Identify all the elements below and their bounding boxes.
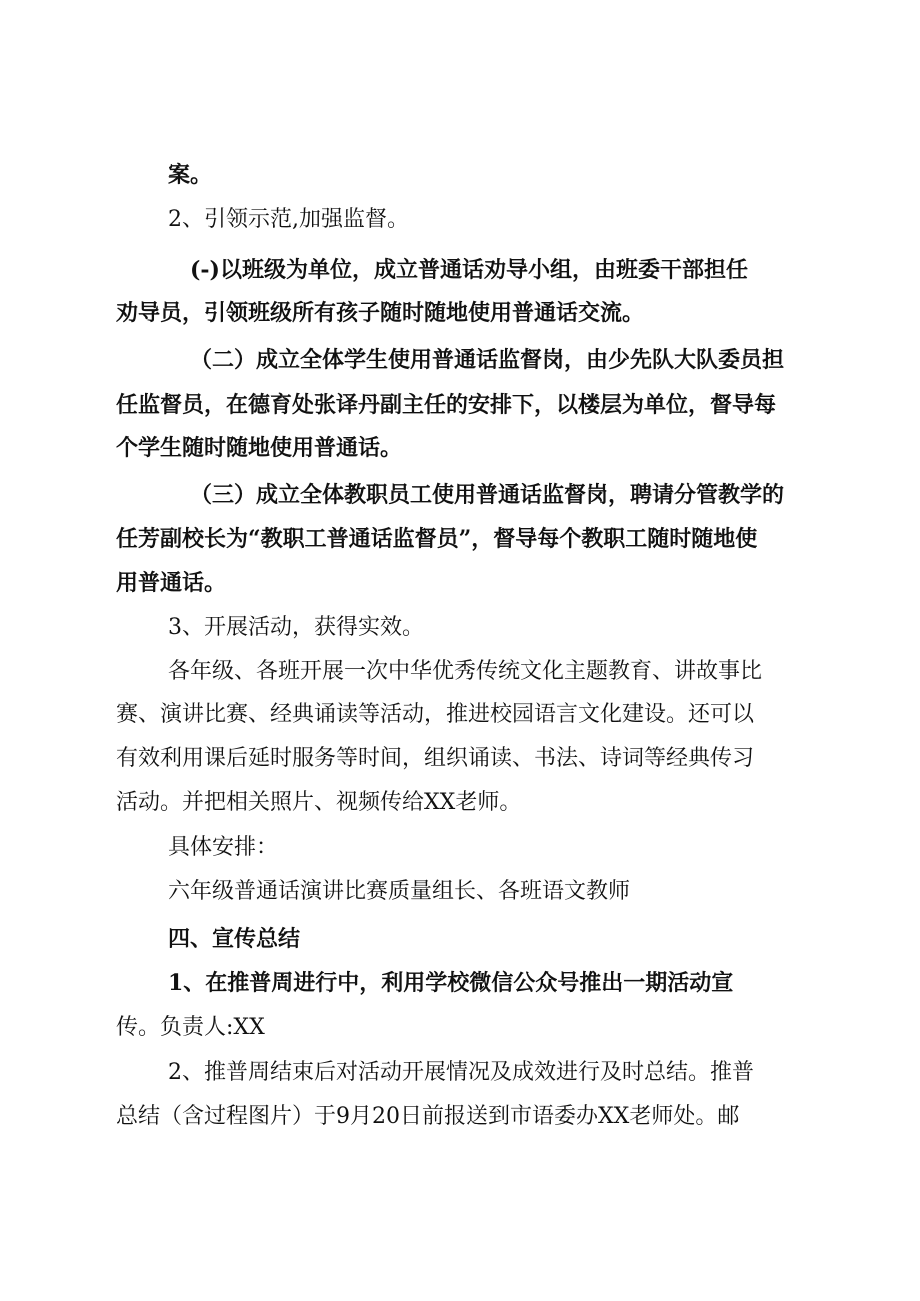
para-6-line-1: 2、推普周结束后对活动开展情况及成效进行及时总结。推普 [168,1060,754,1085]
para-2-line-1: （二）成立全体学生使用普通话监督岗，由少先队大队委员担 [190,347,785,373]
para-4-line-2: 赛、演讲比赛、经典诵读等活动，推进校园语言文化建设。还可以 [116,702,755,727]
para-6-line-2: 总结（含过程图片）于9月20日前报送到市语委办XX老师处。邮 [116,1104,740,1129]
para-1-line-2: 劝导员，引领班级所有孩子随时随地使用普通话交流。 [116,300,645,326]
heading-2-lead-supervise: 2、引领示范,加强监督。 [168,207,409,232]
section-4-heading: 四、宣传总结 [168,926,301,952]
para-4-line-4: 活动。并把相关照片、视频传给XX老师。 [116,790,522,815]
heading-3-activities: 3、开展活动，获得实效。 [168,615,424,640]
para-3-line-3: 用普通话。 [116,570,227,596]
para-5-line-2: 传。负责人:XX [116,1015,265,1040]
para-4-line-1: 各年级、各班开展一次中华优秀传统文化主题教育、讲故事比 [168,659,763,684]
text-line-case-end: 案。 [168,162,213,188]
para-5-line-1: 1、在推普周进行中，利用学校微信公众号推出一期活动宣 [168,970,734,996]
schedule-label: 具体安排： [168,835,279,860]
schedule-item: 六年级普通话演讲比赛质量组长、各班语文教师 [168,879,631,904]
para-4-line-3: 有效利用课后延时服务等时间，组织诵读、书法、诗词等经典传习 [116,746,755,771]
para-3-line-1: （三）成立全体教职员工使用普通话监督岗，聘请分管教学的 [190,482,785,508]
para-1-line-1: (-)以班级为单位，成立普通话劝导小组，由班委干部担任 [190,257,748,283]
para-2-line-3: 个学生随时随地使用普通话。 [116,435,403,461]
para-2-line-2: 任监督员，在德育处张译丹副主任的安排下，以楼层为单位，督导每 [116,392,777,418]
para-3-line-2: 任芳副校长为“教职工普通话监督员”，督导每个教职工随时随地使 [116,526,758,552]
